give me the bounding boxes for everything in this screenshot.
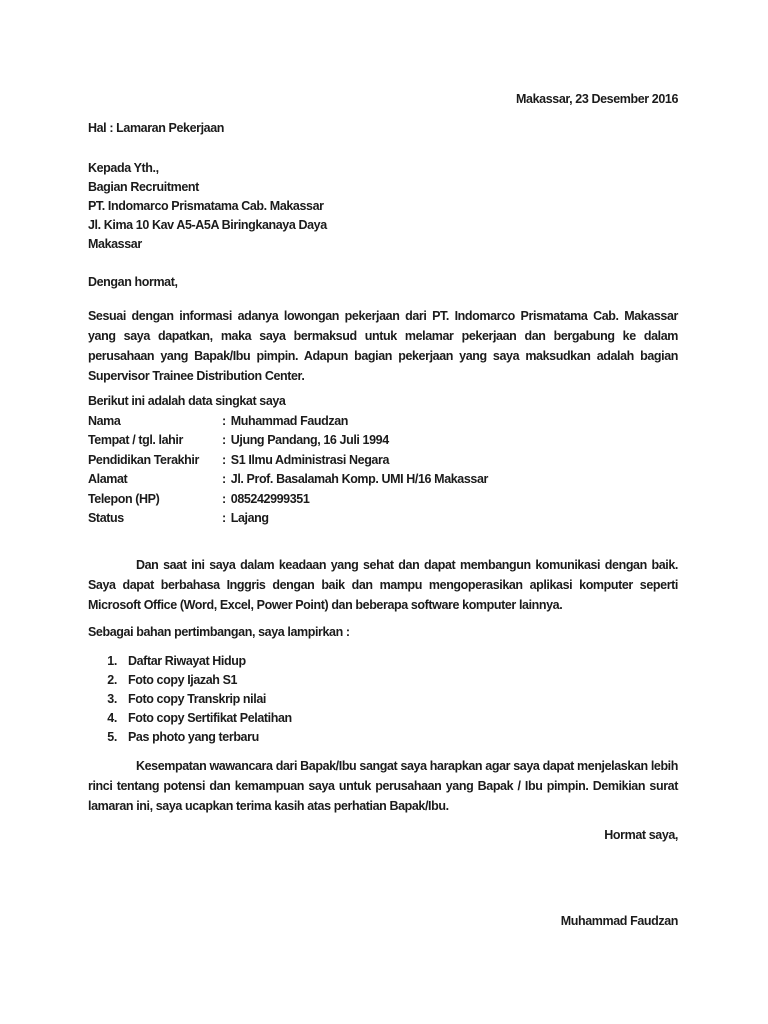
bio-colon: : [222, 413, 226, 428]
bio-section [88, 392, 678, 529]
recipient-salutation: Kepada Yth., [88, 161, 159, 175]
bio-row [88, 431, 678, 451]
bio-colon: : [222, 472, 226, 486]
signature-name: Muhammad Faudzan [560, 913, 678, 928]
skills-paragraph: Dan saat ini saya dalam keadaan yang sehat dan dapat membangun komunikasi dengan baik. Saya dapat berbahasa Inggris dengan baik dan mampu mengoperasikan aplikasi komputer seperti Microsoft Office (Word, Excel, Power Point) dan beberapa software komputer lainnya. [88, 557, 678, 612]
bio-value: Jl. Prof. Basalamah Komp. UMI H/16 Makassar [230, 472, 488, 486]
bio-label: Alamat [88, 472, 128, 486]
intro-paragraph: Sesuai dengan informasi adanya lowongan pekerjaan dari PT. Indomarco Prismatama Cab. Makassar yang saya dapatkan, maka saya bermaksud untuk melamar pekerjaan dan bergabung ke dalam perusahaan yang Bapak/Ibu pimpin. Adapun bagian pekerjaan yang saya maksudkan adalah bagian Supervisor Trainee Distribution Center. [88, 309, 678, 383]
subject-line: Hal : Lamaran Pekerjaan [88, 121, 225, 135]
bio-label: Pendidikan Terakhir [88, 452, 199, 467]
attachments-list [88, 652, 678, 747]
bio-row [88, 490, 678, 510]
bio-value: 085242999351 [230, 491, 310, 506]
opening-greeting: Dengan hormat, [88, 275, 178, 289]
signoff: Hormat saya, [604, 827, 678, 842]
bio-label: Nama [88, 413, 121, 428]
bio-value: Lajang [230, 511, 269, 525]
recipient-block [88, 159, 678, 254]
bio-colon: : [222, 433, 226, 447]
attachment-item: 3. Foto copy Transkrip nilai [120, 690, 678, 709]
bio-row [88, 470, 678, 490]
bio-value: S1 Ilmu Administrasi Negara [230, 452, 390, 467]
recipient-line: PT. Indomarco Prismatama Cab. Makassar [88, 199, 324, 213]
bio-colon: : [222, 452, 226, 467]
bio-colon: : [222, 511, 226, 525]
bio-row [88, 451, 678, 471]
date-line: Makassar, 23 Desember 2016 [516, 92, 678, 106]
bio-label: Status [88, 511, 124, 525]
recipient-line: Makassar [88, 237, 142, 251]
bio-label: Tempat / tgl. lahir [88, 433, 183, 447]
recipient-line: Bagian Recruitment [88, 180, 199, 194]
attachment-item: 4. Foto copy Sertifikat Pelatihan [120, 709, 678, 728]
attachments-intro: Sebagai bahan pertimbangan, saya lampirkan : [88, 624, 350, 639]
bio-label: Telepon (HP) [88, 491, 160, 506]
attachment-item: 1. Daftar Riwayat Hidup [120, 652, 678, 671]
bio-value: Muhammad Faudzan [230, 413, 348, 428]
bio-colon: : [222, 491, 226, 506]
bio-value: Ujung Pandang, 16 Juli 1994 [230, 433, 389, 447]
recipient-line: Jl. Kima 10 Kav A5-A5A Biringkanaya Daya [88, 218, 327, 232]
closing-paragraph: Kesempatan wawancara dari Bapak/Ibu sangat saya harapkan agar saya dapat menjelaskan lebih rinci tentang potensi dan kemampuan saya untuk perusahaan yang Bapak / Ibu pimpin. Demikian surat lamaran ini, saya ucapkan terima kasih atas perhatian Bapak/Ibu. [88, 758, 678, 813]
attachment-item: 5. Pas photo yang terbaru [120, 728, 678, 747]
attachment-item: 2. Foto copy Ijazah S1 [120, 671, 678, 690]
bio-intro: Berikut ini adalah data singkat saya [88, 394, 286, 408]
bio-row [88, 509, 678, 529]
bio-row [88, 412, 678, 432]
